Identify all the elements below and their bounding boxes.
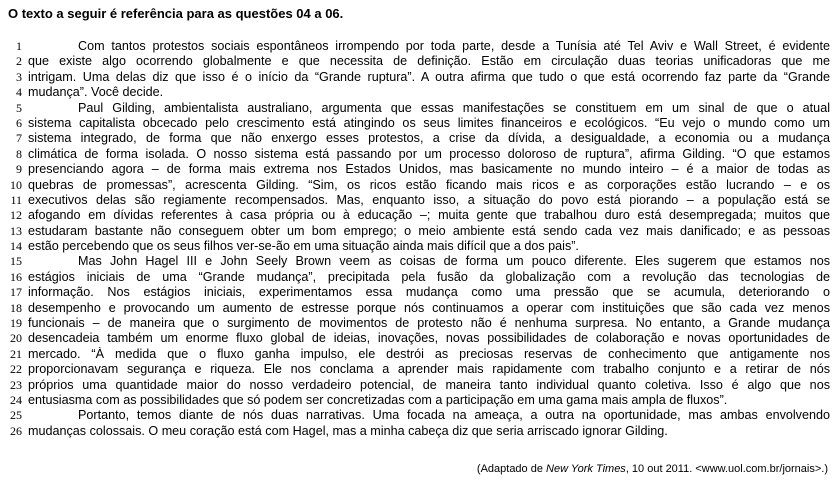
- line-number: 2: [16, 54, 22, 69]
- numbered-text-body: [8, 39, 830, 439]
- line-number: 11: [10, 192, 22, 207]
- line-text: climática de forma isolada. O nosso sistema está passando por um processo doloroso de ruptura”, afirma Gilding. “O que estamos: [28, 146, 830, 161]
- text-line: [8, 362, 830, 377]
- line-text: estágios iniciais de uma “Grande mudança”, precipitada pela fusão da globalização com a revolução das tecnologias de: [28, 269, 830, 284]
- line-number: 6: [16, 115, 22, 130]
- text-line: [8, 193, 830, 208]
- text-line: [8, 116, 830, 131]
- text-line: [8, 239, 830, 254]
- line-text: estão percebendo que os seus filhos ver-se-ão em uma situação ainda mais difícil que a dos pais”.: [28, 239, 579, 254]
- line-text: sistema capitalista obcecado pelo crescimento está atingindo os seus limites financeiros e ecológicos. “Eu vejo o mundo como um: [28, 115, 830, 130]
- text-line: [8, 316, 830, 331]
- line-text: Mas John Hagel III e John Seely Brown veem as coisas de forma um pouco diferente. Eles sugerem que estamos nos: [78, 254, 830, 269]
- line-text: desencadeia também um enorme fluxo global de ideias, inovações, novas possibilidades de colaboração e novas oportunidades de: [28, 331, 830, 346]
- line-text: executivos delas são regiamente recompensados. Mas, enquanto isso, a situação do povo está piorando – a população está se: [28, 192, 830, 207]
- section-heading: O texto a seguir é referência para as questões 04 a 06.: [8, 6, 344, 21]
- text-line: [8, 254, 830, 269]
- line-text: quebras de promessas”, acrescenta Gilding. “Sim, os ricos estão ficando mais ricos e as corporações estão lucrando – e os: [28, 177, 830, 192]
- line-text: informação. Nos estágios iniciais, experimentamos essa mudança como uma pressão que se acumula, deteriorando o: [28, 285, 830, 300]
- line-text: mercado. “À medida que o fluxo ganha impulso, ele destrói as preciosas reservas de conhecimento que antigamente nos: [28, 346, 830, 361]
- line-number: 14: [10, 239, 22, 254]
- text-line: [8, 347, 830, 362]
- line-number: 17: [10, 285, 22, 300]
- text-line: [8, 408, 830, 423]
- line-text: Com tantos protestos sociais espontâneos irrompendo por toda parte, desde a Tunísia até Tel Aviv e Wall Street, é evidente: [78, 39, 830, 53]
- text-line: [8, 424, 830, 439]
- text-line: [8, 54, 830, 69]
- line-number: 13: [10, 223, 22, 238]
- text-line: [8, 208, 830, 223]
- line-text: sistema integrado, de forma que não enxergo esses protestos, a crise da dívida, a desigualdade, a economia ou a mudança: [28, 131, 830, 146]
- line-number: 9: [16, 162, 22, 177]
- text-line: [8, 101, 830, 116]
- line-number: 7: [16, 131, 22, 146]
- line-text: intrigam. Uma delas diz que isso é o início da “Grande ruptura”. A outra afirma que tudo o que está ocorrendo faz parte da “Grande: [28, 69, 830, 84]
- text-line: [8, 70, 830, 85]
- text-line: [8, 178, 830, 193]
- line-text: afogando em dívidas referentes à casa própria ou à educação –; muita gente que trabalhou duro está desempregada; muitos que: [28, 208, 830, 223]
- line-text: que existe algo ocorrendo globalmente e que necessita de definição. Estão em circulação duas teorias unificadoras que me: [28, 54, 830, 69]
- line-text: mudança”. Você decide.: [28, 85, 164, 100]
- line-number: 20: [10, 331, 22, 346]
- text-line: [8, 331, 830, 346]
- text-line: [8, 162, 830, 177]
- text-line: [8, 270, 830, 285]
- line-number: 23: [10, 377, 22, 392]
- text-line: [8, 147, 830, 162]
- line-text: próprios uma quantidade maior do nosso verdadeiro potencial, de maneira tanto individual quanto coletiva. Isso é algo que nos: [28, 377, 830, 392]
- line-number: 4: [16, 85, 22, 100]
- line-number: 19: [10, 316, 22, 331]
- line-number: 1: [16, 39, 22, 53]
- line-text: entusiasma com as possibilidades que só podem ser concretizadas com a participação em uma gama mais ampla de fluxos”.: [28, 392, 728, 407]
- source-citation: [477, 463, 828, 475]
- text-line: [8, 224, 830, 239]
- line-number: 22: [10, 362, 22, 377]
- line-text: proporcionavam segurança e riqueza. Ele nos conclama a aprender mais rapidamente com trabalho conjunto e a retirar de nós: [28, 362, 830, 377]
- line-number: 3: [16, 69, 22, 84]
- text-line: [8, 301, 830, 316]
- line-number: 5: [16, 100, 22, 115]
- line-text: Paul Gilding, ambientalista australiano, argumenta que essas manifestações se constituem em um sinal de que o atual: [78, 100, 830, 115]
- line-number: 21: [10, 346, 22, 361]
- source-prefix: (Adaptado de: [476, 463, 547, 475]
- line-number: 15: [10, 254, 22, 269]
- line-text: estudaram bastante não conseguem obter um bom emprego; o meio ambiente está sendo cada vez mais danificado; e as pessoas: [28, 223, 830, 238]
- line-number: 12: [10, 208, 22, 223]
- text-line: [8, 393, 830, 408]
- text-line: [8, 285, 830, 300]
- line-number: 25: [10, 408, 22, 423]
- line-text: Portanto, temos diante de nós duas narrativas. Uma focada na ameaça, a outra na oportunidade, mas ambas envolvendo: [78, 408, 830, 423]
- source-publication: New York Times: [546, 463, 626, 475]
- line-number: 24: [10, 392, 22, 407]
- line-number: 8: [16, 146, 22, 161]
- text-line: [8, 131, 830, 146]
- line-text: desempenho e provocando um aumento de estresse porque nós continuamos a operar com instituições que são cada vez menos: [28, 300, 830, 315]
- line-text: mudanças colossais. O meu coração está com Hagel, mas a minha cabeça diz que seria arriscado ignorar Gilding.: [28, 423, 668, 438]
- source-suffix: , 10 out 2011. <www.uol.com.br/jornais>.): [625, 463, 828, 475]
- text-line: [8, 85, 830, 100]
- line-number: 10: [10, 177, 22, 192]
- line-text: funcionais – de maneira que o surgimento de movimentos de protesto não é nenhuma surpresa. No entanto, a Grande mudança: [28, 316, 830, 331]
- line-number: 18: [10, 300, 22, 315]
- line-number: 16: [10, 269, 22, 284]
- text-line: [8, 39, 830, 54]
- line-text: presenciando agora – de forma mais extrema nos Estados Unidos, mas basicamente no mundo inteiro – é a maior de todas as: [28, 162, 830, 177]
- text-line: [8, 378, 830, 393]
- line-number: 26: [10, 423, 22, 438]
